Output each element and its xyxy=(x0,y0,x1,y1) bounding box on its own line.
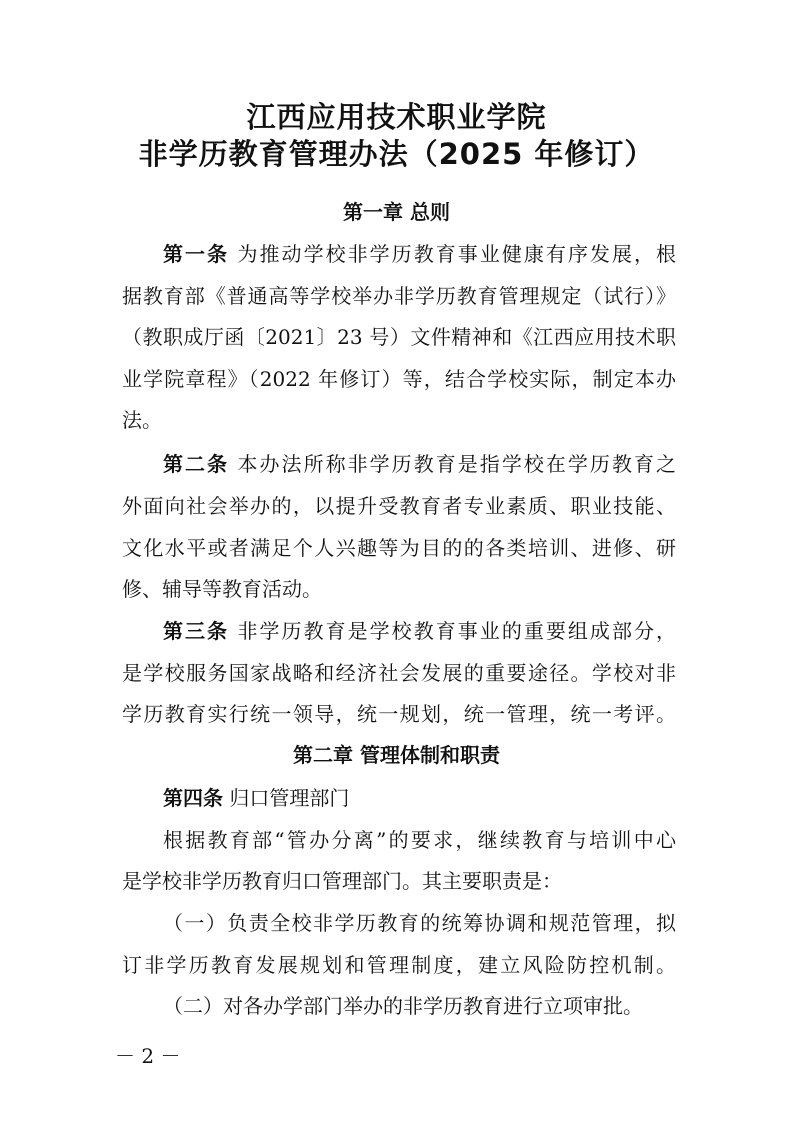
page-number: － 2 － xyxy=(115,1044,181,1068)
item-1-line-2: 订非学历教育发展规划和管理制度，建立风险防控机制。 xyxy=(122,953,676,977)
article-1-line-5: 法。 xyxy=(122,408,162,432)
article-2-line-3: 文化水平或者满足个人兴趣等为目的的各类培训、进修、研 xyxy=(122,536,676,560)
article-2-text-1: 本办法所称非学历教育是指学校在学历教育之 xyxy=(237,452,676,476)
chapter-1-heading: 第一章 总则 xyxy=(343,200,450,224)
document-title-line-1: 江西应用技术职业学院 xyxy=(246,100,547,134)
article-2-line-2: 外面向社会举办的，以提升受教育者专业素质、职业技能、 xyxy=(122,494,676,518)
article-3-text-1: 非学历教育是学校教育事业的重要组成部分， xyxy=(237,619,676,643)
paragraph-1-line-2: 是学校非学历教育归口管理部门。其主要职责是： xyxy=(122,869,562,893)
article-2-line-1 xyxy=(163,450,676,478)
chapter-2-heading: 第二章 管理体制和职责 xyxy=(293,743,500,767)
article-3-label: 第三条 xyxy=(163,619,230,643)
article-4-label: 第四条 xyxy=(163,786,223,810)
article-4-line-1 xyxy=(163,784,676,812)
article-1-line-4: 业学院章程》（2022 年修订）等，结合学校实际，制定本办 xyxy=(122,367,676,391)
article-2-line-4: 修、辅导等教育活动。 xyxy=(122,577,322,601)
article-3-line-3: 学历教育实行统一领导，统一规划，统一管理，统一考评。 xyxy=(122,702,676,726)
article-1-line-2: 据教育部《普通高等学校举办非学历教育管理规定（试行）》 xyxy=(122,284,676,308)
item-2-line-1: （二）对各办学部门举办的非学历教育进行立项审批。 xyxy=(163,994,643,1018)
paragraph-1-line-1: 根据教育部“管办分离”的要求，继续教育与培训中心 xyxy=(163,828,676,852)
article-3-line-1 xyxy=(163,617,676,645)
article-3-line-2: 是学校服务国家战略和经济社会发展的重要途径。学校对非 xyxy=(122,661,676,685)
article-4-text-1: 归口管理部门 xyxy=(229,786,350,810)
article-1-line-3: （教职成厅函〔2021〕23 号）文件精神和《江西应用技术职 xyxy=(122,325,676,349)
item-1-line-1: （一）负责全校非学历教育的统筹协调和规范管理，拟 xyxy=(163,911,676,935)
article-1-label: 第一条 xyxy=(163,242,230,266)
article-2-label: 第二条 xyxy=(163,452,230,476)
document-title-line-2: 非学历教育管理办法（2025 年修订） xyxy=(138,137,655,171)
article-1-line-1 xyxy=(163,240,676,268)
article-1-text-1: 为推动学校非学历教育事业健康有序发展，根 xyxy=(237,242,676,266)
